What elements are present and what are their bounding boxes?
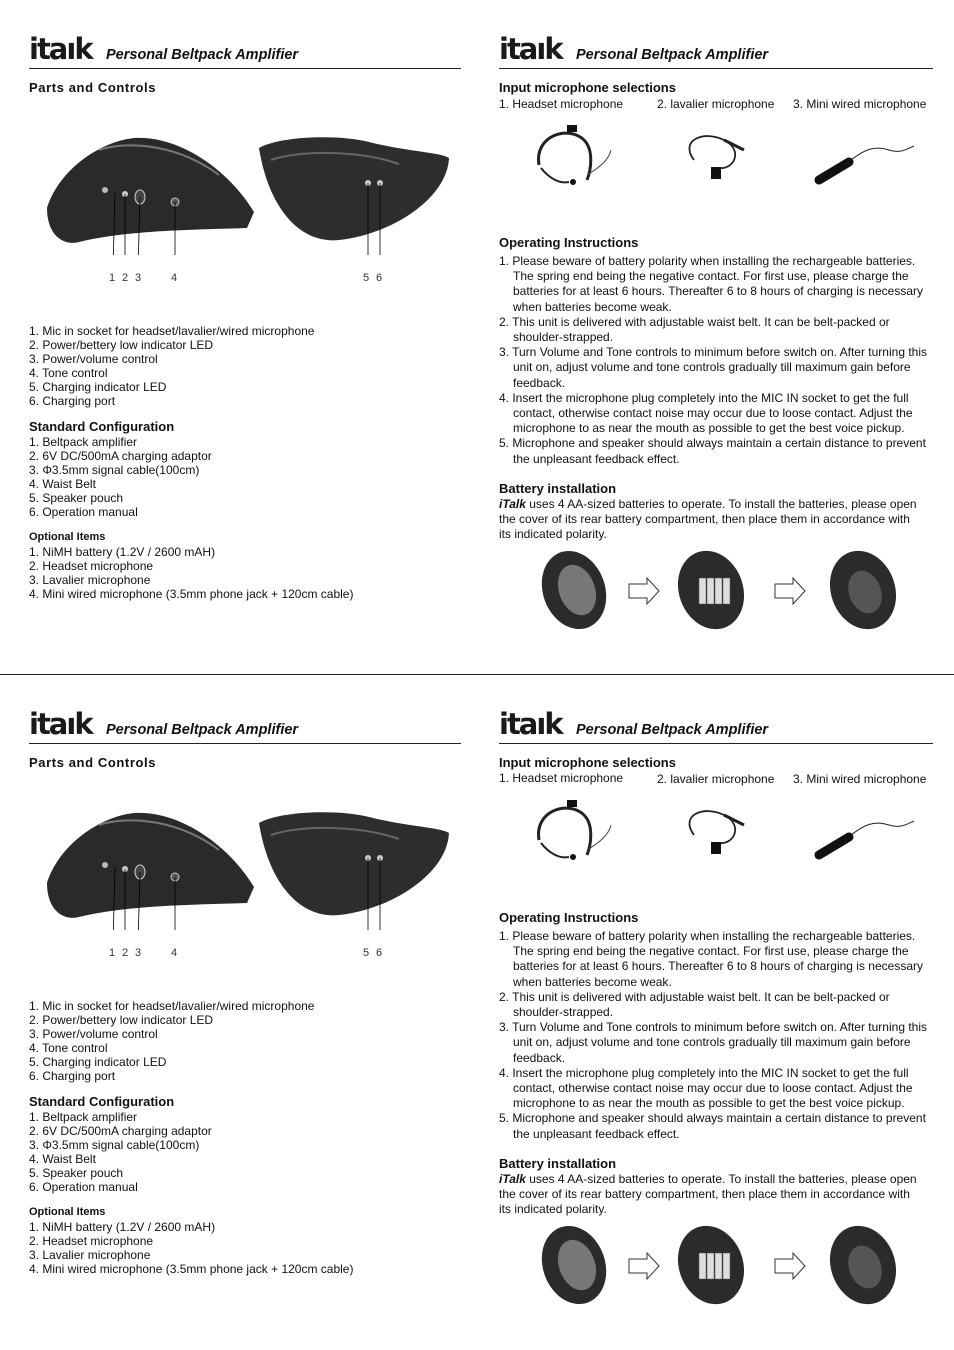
- optional-items-list: [29, 1220, 353, 1276]
- list-item: 5. Speaker pouch: [29, 491, 124, 505]
- header-title: Personal Beltpack Amplifier: [576, 722, 769, 738]
- list-item: 5. Charging indicator LED: [29, 380, 167, 394]
- callout-1: 1: [109, 272, 116, 284]
- battery-text: uses 4 AA-sized batteries to operate. To install the batteries, please open the cover of its rear battery compartment, then place them in accordance with its indicated polarity.: [499, 1172, 917, 1217]
- operating-instructions-list: [499, 254, 935, 467]
- parts-title: Parts and Controls: [29, 80, 157, 95]
- list-item: 4. Insert the microphone plug completely into the MIC IN socket to get the full contact, otherwise contact noise may occur due to loose contact. Adjust the microphone to as near the mouth as possible to get the best voice pickup.: [499, 390, 913, 436]
- microphones-illustration: [529, 795, 919, 870]
- list-item: 3. Lavalier microphone: [29, 573, 151, 587]
- callout-4: 4: [171, 947, 178, 959]
- list-item: 3. Turn Volume and Tone controls to minimum before switch on. After turning this unit on, adjust volume and tone controls gradually till maximum gain before feedback.: [499, 345, 927, 390]
- list-item: 1. Please beware of battery polarity when installing the rechargeable batteries. The spring end being the negative contact. For first use, please charge the batteries for at least 6 hours. Thereafter 6 to 8 hours of charging is necessary when batteries become weak.: [499, 929, 923, 989]
- list-item: 1. Beltpack amplifier: [29, 1110, 138, 1124]
- list-item: 4. Tone control: [29, 1041, 108, 1055]
- list-item: 3. Turn Volume and Tone controls to minimum before switch on. After turning this unit on, adjust volume and tone controls gradually till maximum gain before feedback.: [499, 1020, 927, 1065]
- callout-6: 6: [376, 947, 383, 959]
- list-item: 4. Waist Belt: [29, 1152, 96, 1166]
- list-item: 2. Headset microphone: [29, 559, 154, 573]
- standard-config-title: Standard Configuration: [29, 1094, 175, 1109]
- parts-title: Parts and Controls: [29, 755, 157, 770]
- list-item: 6. Operation manual: [29, 1180, 138, 1194]
- parts-list: [29, 324, 314, 408]
- standard-config-list: [29, 1110, 212, 1194]
- operating-instructions-title: Operating Instructions: [499, 910, 639, 925]
- list-item: 2. This unit is delivered with adjustable waist belt. It can be belt-packed or shoulder-strapped.: [499, 989, 890, 1020]
- list-item: 6. Charging port: [29, 1069, 116, 1083]
- brand-name: iTalk: [499, 1172, 526, 1186]
- list-item: 4. Waist Belt: [29, 477, 96, 491]
- list-item: 6. Operation manual: [29, 505, 138, 519]
- optional-items-title: Optional Items: [29, 531, 106, 543]
- list-item: 4. Tone control: [29, 366, 108, 380]
- brand-logo: itaık: [29, 32, 92, 66]
- mic-label-lavalier: 2. lavalier microphone: [657, 97, 775, 111]
- battery-installation-title: Battery installation: [499, 1156, 617, 1171]
- list-item: 3. Power/volume control: [29, 1027, 158, 1041]
- input-mic-title: Input microphone selections: [499, 755, 676, 770]
- input-mic-title: Input microphone selections: [499, 80, 676, 95]
- standard-config-list: [29, 435, 212, 519]
- page-header: [499, 34, 933, 69]
- left-column: [29, 0, 461, 675]
- list-item: 5. Charging indicator LED: [29, 1055, 167, 1069]
- page-header: [29, 34, 461, 69]
- header-title: Personal Beltpack Amplifier: [576, 47, 769, 63]
- callout-5: 5: [363, 272, 370, 284]
- list-item: 2. Power/bettery low indicator LED: [29, 338, 214, 352]
- list-item: 5. Speaker pouch: [29, 1166, 124, 1180]
- callout-4: 4: [171, 272, 178, 284]
- brand-logo: itaık: [29, 707, 92, 741]
- list-item: 4. Insert the microphone plug completely into the MIC IN socket to get the full contact, otherwise contact noise may occur due to loose contact. Adjust the microphone to as near the mouth as possible to get the best voice pickup.: [499, 1065, 913, 1111]
- list-item: 3. Φ3.5mm signal cable(100cm): [29, 463, 200, 477]
- battery-text: uses 4 AA-sized batteries to operate. To install the batteries, please open the cover of its rear battery compartment, then place them in accordance with its indicated polarity.: [499, 497, 917, 542]
- battery-steps-illustration: [539, 548, 919, 633]
- list-item: 3. Lavalier microphone: [29, 1248, 151, 1262]
- list-item: 3. Power/volume control: [29, 352, 158, 366]
- list-item: 2. 6V DC/500mA charging adaptor: [29, 1124, 212, 1138]
- battery-installation-text: [499, 1172, 919, 1218]
- mic-label-headset: 1. Headset microphone: [499, 97, 624, 111]
- list-item: 2. Headset microphone: [29, 1234, 154, 1248]
- amplifier-illustration: [39, 130, 459, 255]
- optional-items-list: [29, 545, 353, 601]
- list-item: 6. Charging port: [29, 394, 116, 408]
- left-column: [29, 675, 461, 1350]
- mic-label-wired: 3. Mini wired microphone: [793, 97, 927, 111]
- callout-2: 2: [122, 947, 129, 959]
- brand-logo: itaık: [499, 707, 562, 741]
- mic-label-headset: 1. Headset microphone: [499, 771, 624, 785]
- right-column: [499, 675, 933, 1350]
- microphones-illustration: [529, 120, 919, 195]
- list-item: 5. Microphone and speaker should always maintain a certain distance to prevent the unpleasant feedback effect.: [499, 436, 926, 466]
- list-item: 1. Beltpack amplifier: [29, 435, 138, 449]
- list-item: 1. NiMH battery (1.2V / 2600 mAH): [29, 545, 216, 559]
- callout-3: 3: [135, 272, 142, 284]
- list-item: 2. This unit is delivered with adjustable waist belt. It can be belt-packed or shoulder-strapped.: [499, 314, 890, 345]
- callout-5: 5: [363, 947, 370, 959]
- callout-2: 2: [122, 272, 129, 284]
- mic-label-wired: 3. Mini wired microphone: [793, 772, 927, 786]
- list-item: 3. Φ3.5mm signal cable(100cm): [29, 1138, 200, 1152]
- page-header: [499, 709, 933, 744]
- optional-items-title: Optional Items: [29, 1206, 106, 1218]
- mic-label-lavalier: 2. lavalier microphone: [657, 772, 775, 786]
- battery-steps-illustration: [539, 1223, 919, 1308]
- list-item: 1. Mic in socket for headset/lavalier/wired microphone: [29, 324, 315, 338]
- callout-3: 3: [135, 947, 142, 959]
- operating-instructions-title: Operating Instructions: [499, 235, 639, 250]
- battery-installation-title: Battery installation: [499, 481, 617, 496]
- callout-6: 6: [376, 272, 383, 284]
- list-item: 1. Mic in socket for headset/lavalier/wired microphone: [29, 999, 315, 1013]
- list-item: 4. Mini wired microphone (3.5mm phone jack + 120cm cable): [29, 1262, 354, 1276]
- header-title: Personal Beltpack Amplifier: [106, 722, 299, 738]
- standard-config-title: Standard Configuration: [29, 419, 175, 434]
- page-header: [29, 709, 461, 744]
- header-title: Personal Beltpack Amplifier: [106, 47, 299, 63]
- parts-list: [29, 999, 314, 1083]
- callout-1: 1: [109, 947, 116, 959]
- operating-instructions-list: [499, 929, 935, 1142]
- list-item: 4. Mini wired microphone (3.5mm phone jack + 120cm cable): [29, 587, 354, 601]
- manual-page-bottom: [0, 675, 954, 1350]
- list-item: 5. Microphone and speaker should always maintain a certain distance to prevent the unpleasant feedback effect.: [499, 1111, 926, 1141]
- amplifier-illustration: [39, 805, 459, 930]
- list-item: 1. NiMH battery (1.2V / 2600 mAH): [29, 1220, 216, 1234]
- list-item: 2. 6V DC/500mA charging adaptor: [29, 449, 212, 463]
- brand-logo: itaık: [499, 32, 562, 66]
- brand-name: iTalk: [499, 497, 526, 511]
- battery-installation-text: [499, 497, 919, 543]
- list-item: 2. Power/bettery low indicator LED: [29, 1013, 214, 1027]
- right-column: [499, 0, 933, 675]
- list-item: 1. Please beware of battery polarity when installing the rechargeable batteries. The spring end being the negative contact. For first use, please charge the batteries for at least 6 hours. Thereafter 6 to 8 hours of charging is necessary when batteries become weak.: [499, 254, 923, 314]
